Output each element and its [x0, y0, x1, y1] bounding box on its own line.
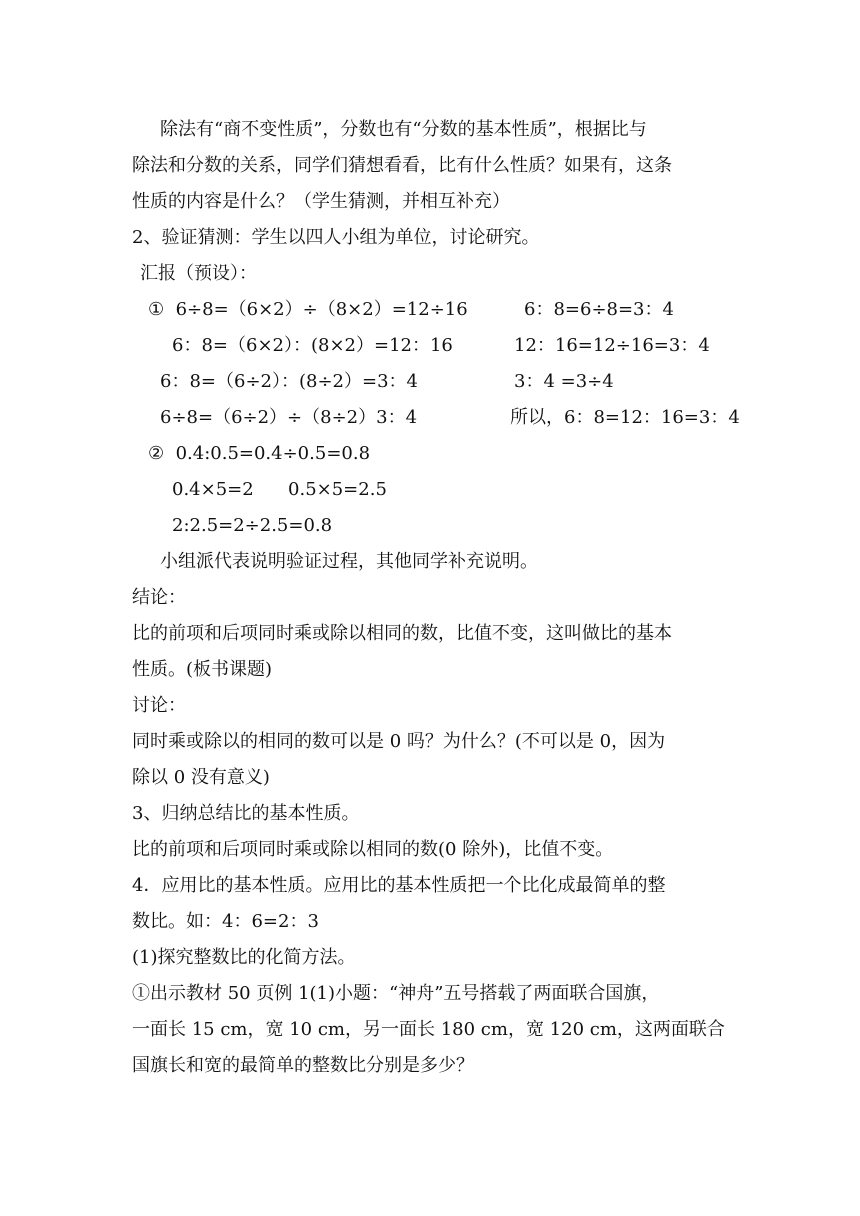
group-report-line: 小组派代表说明验证过程，其他同学补充说明。: [160, 551, 538, 572]
conclusion-line: 性质。(板书课题): [132, 659, 273, 680]
paragraph-line: 性质的内容是什么？（学生猜测，并相互补充）: [132, 191, 510, 212]
discuss-label: 讨论：: [132, 695, 186, 716]
decimal-equation: 0.4×5=2 0.5×5=2.5: [172, 479, 387, 500]
paragraph-line: 除法和分数的关系，同学们猜想看看，比有什么性质？如果有，这条: [132, 155, 672, 176]
step-2-heading: 2、验证猜测：学生以四人小组为单位，讨论研究。: [132, 227, 540, 248]
equation-left: ① 6÷8=（6×2）÷（8×2）=12÷16: [148, 299, 468, 320]
discuss-line: 同时乘或除以的相同的数可以是 0 吗？为什么？(不可以是 0，因为: [132, 731, 666, 752]
paragraph-line: 除法有“商不变性质”，分数也有“分数的基本性质”，根据比与: [160, 119, 647, 140]
report-label: 汇报（预设）：: [140, 263, 257, 284]
decimal-equation: 2:2.5=2÷2.5=0.8: [172, 515, 333, 536]
equation-right: 所以，6：8=12：16=3：4: [510, 407, 740, 428]
conclusion-line: 比的前项和后项同时乘或除以相同的数，比值不变，这叫做比的基本: [132, 623, 672, 644]
conclusion-label: 结论：: [132, 587, 186, 608]
step-3-heading: 3、归纳总结比的基本性质。: [132, 803, 360, 824]
sub-heading: (1)探究整数比的化简方法。: [132, 947, 356, 968]
example-line: 国旗长和宽的最简单的整数比分别是多少？: [132, 1055, 474, 1076]
property-statement: 比的前项和后项同时乘或除以相同的数(0 除外)，比值不变。: [132, 839, 614, 860]
example-line: 一面长 15 cm，宽 10 cm，另一面长 180 cm，宽 120 cm，这两面联合: [132, 1019, 725, 1040]
step-4-line: 4．应用比的基本性质。应用比的基本性质把一个比化成最简单的整: [132, 875, 666, 896]
equation-right: 12：16=12÷16=3：4: [514, 335, 710, 356]
equation-left: 6：8=（6÷2）：(8÷2）=3：4: [160, 371, 418, 392]
equation-left: 6：8=（6×2）：(8×2）=12：16: [172, 335, 453, 356]
equation-left: 6÷8=（6÷2）÷（8÷2）3：4: [160, 407, 418, 428]
discuss-line: 除以 0 没有意义): [132, 767, 270, 788]
equation-right: 6：8=6÷8=3：4: [524, 299, 674, 320]
decimal-equation: ② 0.4:0.5=0.4÷0.5=0.8: [148, 443, 371, 464]
example-line: ①出示教材 50 页例 1(1)小题：“神舟”五号搭载了两面联合国旗，: [132, 983, 660, 1004]
equation-right: 3：4 =3÷4: [514, 371, 614, 392]
step-4-line: 数比。如：4：6=2：3: [132, 911, 319, 932]
